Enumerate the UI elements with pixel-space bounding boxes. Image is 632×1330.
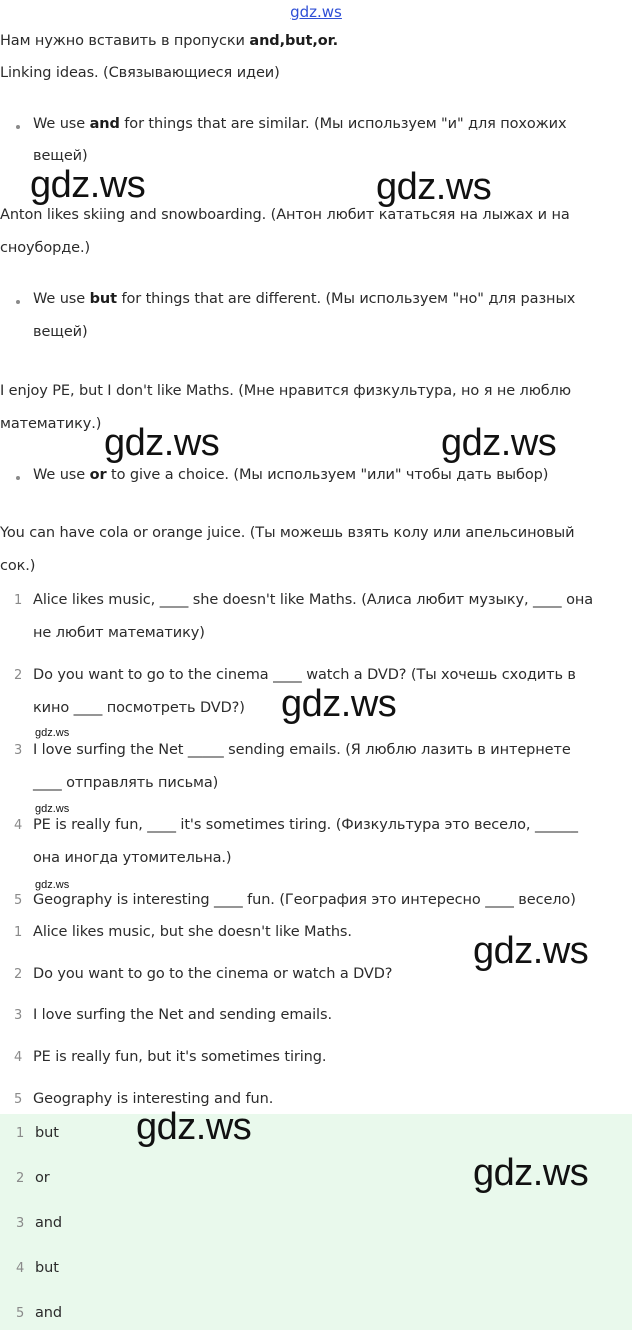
exercise-4-line2: она иногда утомительна.) [33,850,232,866]
answer-number: 5 [16,1306,25,1321]
example-and-line1: Anton likes skiing and snowboarding. (Антон любит кататьсяя на лыжах и на [0,207,570,223]
completed-number: 2 [14,967,23,982]
exercise-number: 5 [14,893,23,908]
example-but-line1: I enjoy PE, but I don't like Maths. (Мне нравится физкультура, но я не люблю [0,383,571,399]
rule-keyword: or [89,467,107,483]
watermark: gdz.ws [104,422,220,464]
exercise-3-line1: I love surfing the Net _____ sending emails. (Я люблю лазить в интернете [33,742,571,758]
rule-text: We use [33,291,90,307]
example-or-line2: сок.) [0,558,36,574]
watermark-small: gdz.ws [35,803,70,815]
completed-sentence-2: Do you want to go to the cinema or watch a DVD? [33,966,393,982]
watermark: gdz.ws [376,166,492,208]
watermark-small: gdz.ws [35,727,70,739]
completed-sentence-1: Alice likes music, but she doesn't like Maths. [33,924,352,940]
completed-sentence-3: I love surfing the Net and sending emails. [33,1007,332,1023]
answer-number: 3 [16,1216,25,1231]
answers-panel [0,1114,632,1330]
example-but-line2: математику.) [0,416,102,432]
watermark: gdz.ws [441,422,557,464]
answer-number: 2 [16,1171,25,1186]
exercise-4-line1: PE is really fun, ____ it's sometimes tiring. (Физкультура это весело, ______ [33,817,578,833]
watermark: gdz.ws [136,1106,252,1148]
answer-1: but [35,1125,59,1141]
task-words: and,but,or. [249,33,338,49]
watermark: gdz.ws [30,164,146,206]
example-or-line1: You can have cola or orange juice. (Ты можешь взять колу или апельсиновый [0,525,575,541]
site-link[interactable]: gdz.ws [290,3,342,21]
completed-number: 1 [14,925,23,940]
exercise-number: 1 [14,593,23,608]
completed-number: 5 [14,1092,23,1107]
answer-4: but [35,1260,59,1276]
exercise-2-line1: Do you want to go to the cinema ____ watch a DVD? (Ты хочешь сходить в [33,667,576,683]
task-prefix: Нам нужно вставить в пропуски [0,33,250,49]
answer-2: or [35,1170,50,1186]
rule-and-line2: вещей) [33,148,88,164]
rule-or-line1 [33,467,548,483]
answer-number: 4 [16,1261,25,1276]
completed-number: 3 [14,1008,23,1023]
exercise-number: 2 [14,668,23,683]
bullet-dot [16,476,20,480]
rule-text: We use [33,116,90,132]
rule-keyword: but [89,291,117,307]
completed-sentence-4: PE is really fun, but it's sometimes tiring. [33,1049,327,1065]
exercise-1-line1: Alice likes music, ____ she doesn't like Maths. (Алиса любит музыку, ____ она [33,592,594,608]
completed-sentence-5: Geography is interesting and fun. [33,1091,274,1107]
rule-and-line1 [33,116,566,132]
exercise-number: 4 [14,818,23,833]
completed-number: 4 [14,1050,23,1065]
rule-text: for things that are similar. (Мы используем "и" для похожих [119,116,567,132]
rule-but-line2: вещей) [33,324,88,340]
exercise-1-line2: не любит математику) [33,625,205,641]
rule-text: for things that are different. (Мы используем "но" для разных [116,291,576,307]
task-instruction [0,33,338,49]
answer-3: and [35,1215,62,1231]
exercise-number: 3 [14,743,23,758]
rule-keyword: and [89,116,120,132]
exercise-5-line1: Geography is interesting ____ fun. (География это интересно ____ весело) [33,892,576,908]
rule-text: to give a choice. (Мы используем "или" чтобы дать выбор) [106,467,549,483]
exercise-3-line2: ____ отправлять письма) [33,775,219,791]
bullet-dot [16,300,20,304]
answer-5: and [35,1305,62,1321]
section-title: Linking ideas. (Связывающиеся идеи) [0,65,280,81]
watermark: gdz.ws [473,1152,589,1194]
watermark: gdz.ws [473,930,589,972]
bullet-dot [16,125,20,129]
exercise-2-line2: кино ____ посмотреть DVD?) [33,700,245,716]
example-and-line2: сноуборде.) [0,240,91,256]
watermark-small: gdz.ws [35,879,70,891]
rule-text: We use [33,467,90,483]
watermark: gdz.ws [281,683,397,725]
answer-number: 1 [16,1126,25,1141]
rule-but-line1 [33,291,575,307]
